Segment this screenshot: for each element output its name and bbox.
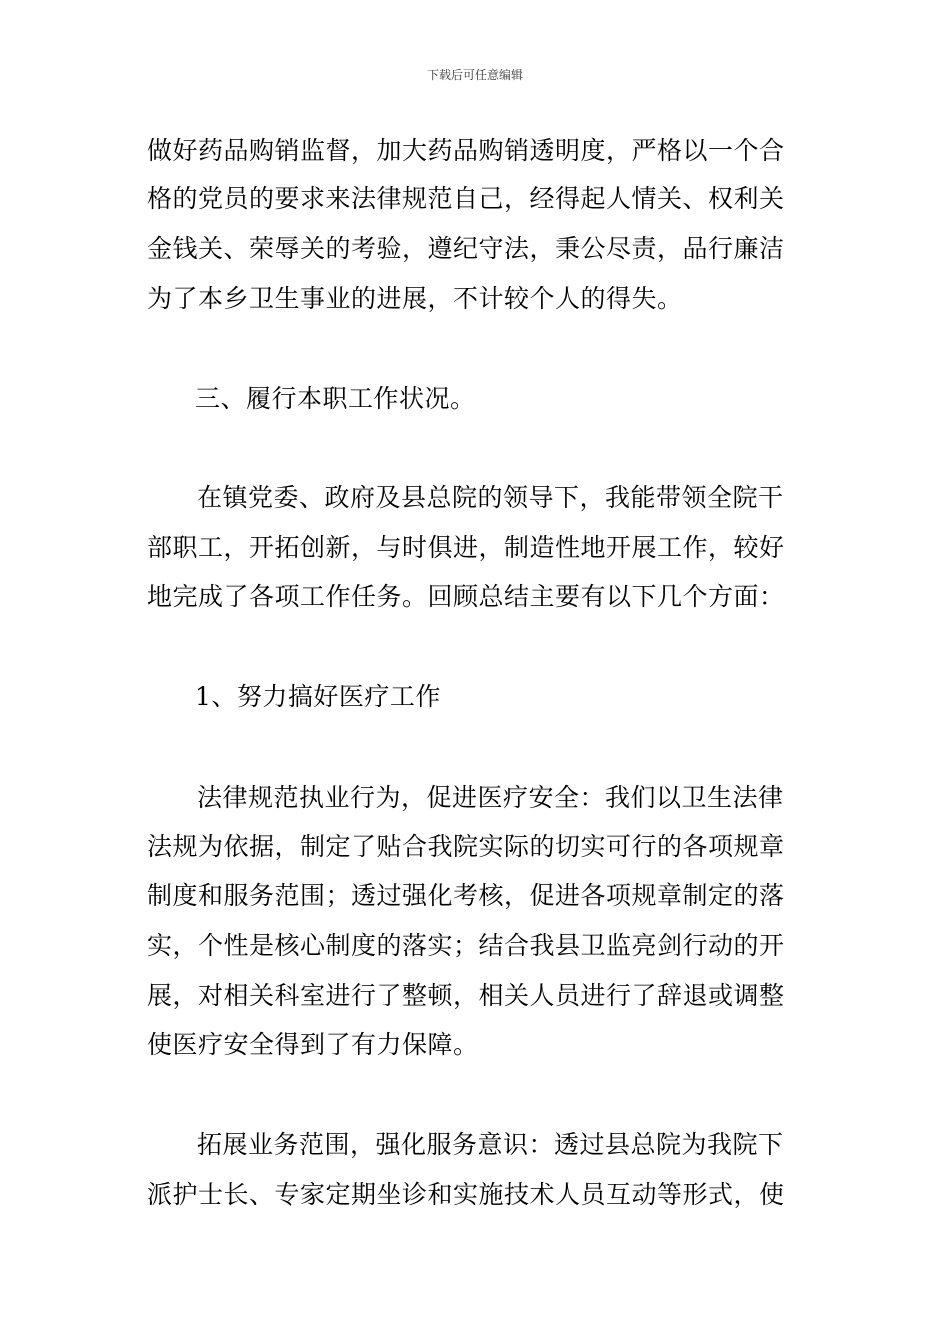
body-text-line: 派护士长、专家定期坐诊和实施技术人员互动等形式，使	[147, 1180, 785, 1209]
body-text-line: 金钱关、荣辱关的考验，遵纪守法，秉公尽责，品行廉洁	[147, 234, 785, 263]
section-heading: 三、履行本职工作状况。	[195, 384, 476, 413]
page-header: 下载后可任意编辑	[426, 68, 523, 82]
body-text-line: 法律规范执业行为，促进医疗安全：我们以卫生法律	[197, 783, 784, 812]
body-text-line: 做好药品购销监督，加大药品购销透明度，严格以一个合	[147, 136, 785, 165]
body-text-line: 实，个性是核心制度的落实；结合我县卫监亮剑行动的开	[147, 931, 785, 960]
body-text-line: 拓展业务范围，强化服务意识：透过县总院为我院下	[197, 1130, 784, 1159]
body-text-line: 法规为依据，制定了贴合我院实际的切实可行的各项规章	[147, 832, 785, 861]
body-text-line: 部职工，开拓创新，与时俱进，制造性地开展工作，较好	[147, 533, 785, 562]
body-text-line: 使医疗安全得到了有力保障。	[147, 1030, 479, 1059]
subsection-heading: 1、努力搞好医疗工作	[195, 682, 441, 711]
body-text-line: 为了本乡卫生事业的进展，不计较个人的得失。	[147, 284, 683, 313]
body-text-line: 在镇党委、政府及县总院的领导下，我能带领全院干	[197, 483, 784, 512]
body-text-line: 格的党员的要求来法律规范自己，经得起人情关、权利关	[147, 184, 785, 213]
body-text-line: 地完成了各项工作任务。回顾总结主要有以下几个方面：	[147, 582, 785, 611]
body-text-line: 制度和服务范围；透过强化考核，促进各项规章制定的落	[147, 881, 785, 910]
body-text-line: 展，对相关科室进行了整顿，相关人员进行了辞退或调整	[147, 981, 785, 1010]
